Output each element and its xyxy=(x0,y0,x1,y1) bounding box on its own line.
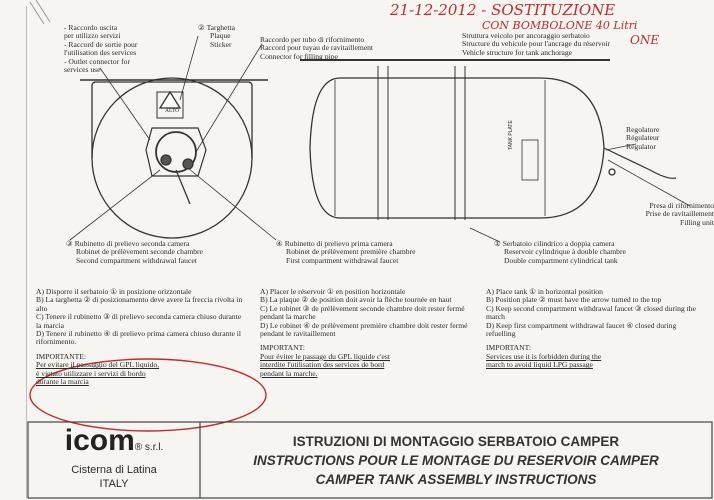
structure-line: Structure du vehicule pour l'ancrage du réservoir xyxy=(462,39,611,49)
label-first-faucet xyxy=(276,240,476,265)
tank-line: Reservoir cylindrique à double chambre xyxy=(504,247,626,257)
document-title xyxy=(204,432,708,489)
tank-plate-label: TANK PLATE xyxy=(508,120,514,150)
outlet-line: - Raccord de sortie pour xyxy=(64,39,138,49)
label-filling-unit xyxy=(594,202,714,227)
label-vehicle-structure xyxy=(462,32,712,57)
instruction-item: C) Keep second compartment withdrawal faucet ③ closed during the march xyxy=(486,303,696,322)
company-block xyxy=(30,426,198,491)
filling-unit-line: Filling unit xyxy=(680,217,714,227)
filling-unit-line: Presa di rifornimento xyxy=(649,201,714,210)
important-label: IMPORTANT: xyxy=(260,343,305,353)
corner-marks xyxy=(30,0,50,24)
brand-suffix: ® s.r.l. xyxy=(134,442,164,453)
title-english: CAMPER TANK ASSEMBLY INSTRUCTIONS xyxy=(315,472,597,487)
instruction-item: C) Tenere il rubinetto ③ di prelievo seconda camera chiuso durante la marcia xyxy=(36,312,242,330)
outlet-line: - Outlet connector for xyxy=(64,56,130,66)
plaque-line: Sticker xyxy=(210,39,232,49)
label-tank xyxy=(494,240,704,265)
outlet-line: per utilizzo servizi xyxy=(64,31,121,41)
important-line: durante la marcia xyxy=(36,377,89,387)
label-outlet-connector xyxy=(64,24,194,74)
regulator-line: Régulateur xyxy=(626,133,660,143)
important-label: IMPORTANTE: xyxy=(36,351,86,361)
outlet-line: - Raccordo uscita xyxy=(64,23,118,32)
important-line: Services use it is forbidden during the xyxy=(486,351,602,361)
important-line: pendant la marche. xyxy=(260,368,318,378)
handwritten-line2: CON BOMBOLONE 40 Litri xyxy=(482,19,638,32)
regulator-line: Regolatore xyxy=(626,125,660,134)
filling-connector-line: Connector for filling pipe xyxy=(260,51,338,61)
first-faucet-line: Robinet de prélèvement première chambre xyxy=(286,247,416,257)
handwritten-date: 21-12-2012 - SOSTITUZIONE xyxy=(390,1,616,19)
instruction-item: D) Tenere il rubinetto ④ di prelievo prima camera chiuso durante il rifornimento. xyxy=(36,329,241,347)
filling-connector-line: Raccordo per tubo di rifornimento xyxy=(260,35,365,44)
instruction-item: A) Disporre il serbatoio ① in posizione orizzontale xyxy=(36,287,192,296)
plaque-line: ② Targhetta xyxy=(198,23,235,32)
instruction-item: C) Le robinet ③ de prélèvement seconde chambre doit rester fermé pendant la marche xyxy=(260,303,465,322)
structure-line: Vehicle structure for tank anchorage xyxy=(462,47,573,57)
instruction-item: A) Place tank ① in horizontal position xyxy=(486,287,603,296)
label-regulator xyxy=(626,126,706,151)
first-faucet-line: ④ Rubinetto di prelievo prima camera xyxy=(276,239,393,248)
title-italian: ISTRUZIONI DI MONTAGGIO SERBATOIO CAMPER xyxy=(292,434,620,449)
instructions-english xyxy=(486,288,702,370)
instructions-italian xyxy=(36,288,248,386)
important-line: Per evitare il passaggio del GPL liquido, xyxy=(36,360,160,370)
important-label: IMPORTANT: xyxy=(486,343,531,353)
instruction-item: D) Keep first compartment withdrawal faucet ④ closed during refuelling xyxy=(486,320,677,339)
instruction-item: B) La targhetta ② di posizionamento deve avere la freccia rivolta in alto xyxy=(36,295,243,313)
brand-logo: icom xyxy=(64,424,135,457)
label-filling-connector xyxy=(260,36,420,61)
important-line: Pour éviter le passage du GPL liquide c'est xyxy=(260,351,390,361)
second-faucet-line: ③ Rubinetto di prelievo seconda camera xyxy=(66,239,190,248)
tank-line: Double compartment cylindrical tank xyxy=(504,255,618,265)
outlet-line: l'utilisation des services xyxy=(64,48,137,58)
plaque-line: Plaque xyxy=(210,31,231,41)
important-line: è vietato utilizzare i servizi di bordo xyxy=(36,368,146,378)
title-french: INSTRUCTIONS POUR LE MONTAGE DU RESERVOIR CAMPER xyxy=(253,453,659,468)
label-second-faucet xyxy=(66,240,276,265)
instruction-item: B) La plaque ② de position doit avoir la flèche tournée en haut xyxy=(260,295,452,305)
important-line: march to avoid liquid LPG passage xyxy=(486,360,593,370)
regulator-line: Regulator xyxy=(626,141,656,151)
label-plaque xyxy=(198,24,258,49)
important-line: interdite l'utilisation des services de bord xyxy=(260,360,385,370)
filling-unit-line: Prise de ravitaillement xyxy=(645,209,714,219)
second-faucet-line: Robinet de prélèvement seconde chambre xyxy=(76,247,203,257)
instruction-item: A) Placer le réservoir ① en position horizontale xyxy=(260,287,406,296)
handwritten-line3: ONE xyxy=(630,33,660,47)
instruction-item: D) Le robinet ④ de prélèvement première chambre doit rester fermé pendant le ravitaillement xyxy=(260,320,468,339)
outlet-line: services use xyxy=(64,65,101,75)
second-faucet-line: Second compartment withdrawal faucet xyxy=(76,255,197,265)
instruction-item: B) Position plate ② must have the arrow turned to the top xyxy=(486,295,662,305)
arrow-label: ALTO xyxy=(164,108,180,114)
company-country: ITALY xyxy=(99,478,129,490)
instructions-french xyxy=(260,288,480,378)
company-city: Cisterna di Latina xyxy=(71,464,157,476)
first-faucet-line: First compartment withdrawal faucet xyxy=(286,255,399,265)
structure-line: Struttura veicolo per ancoraggio serbatoio xyxy=(462,31,590,40)
filling-connector-line: Raccord pour tuyau de ravitaillement xyxy=(260,43,374,53)
tank-line: ① Serbatoio cilindrico a doppia camera xyxy=(494,239,615,248)
